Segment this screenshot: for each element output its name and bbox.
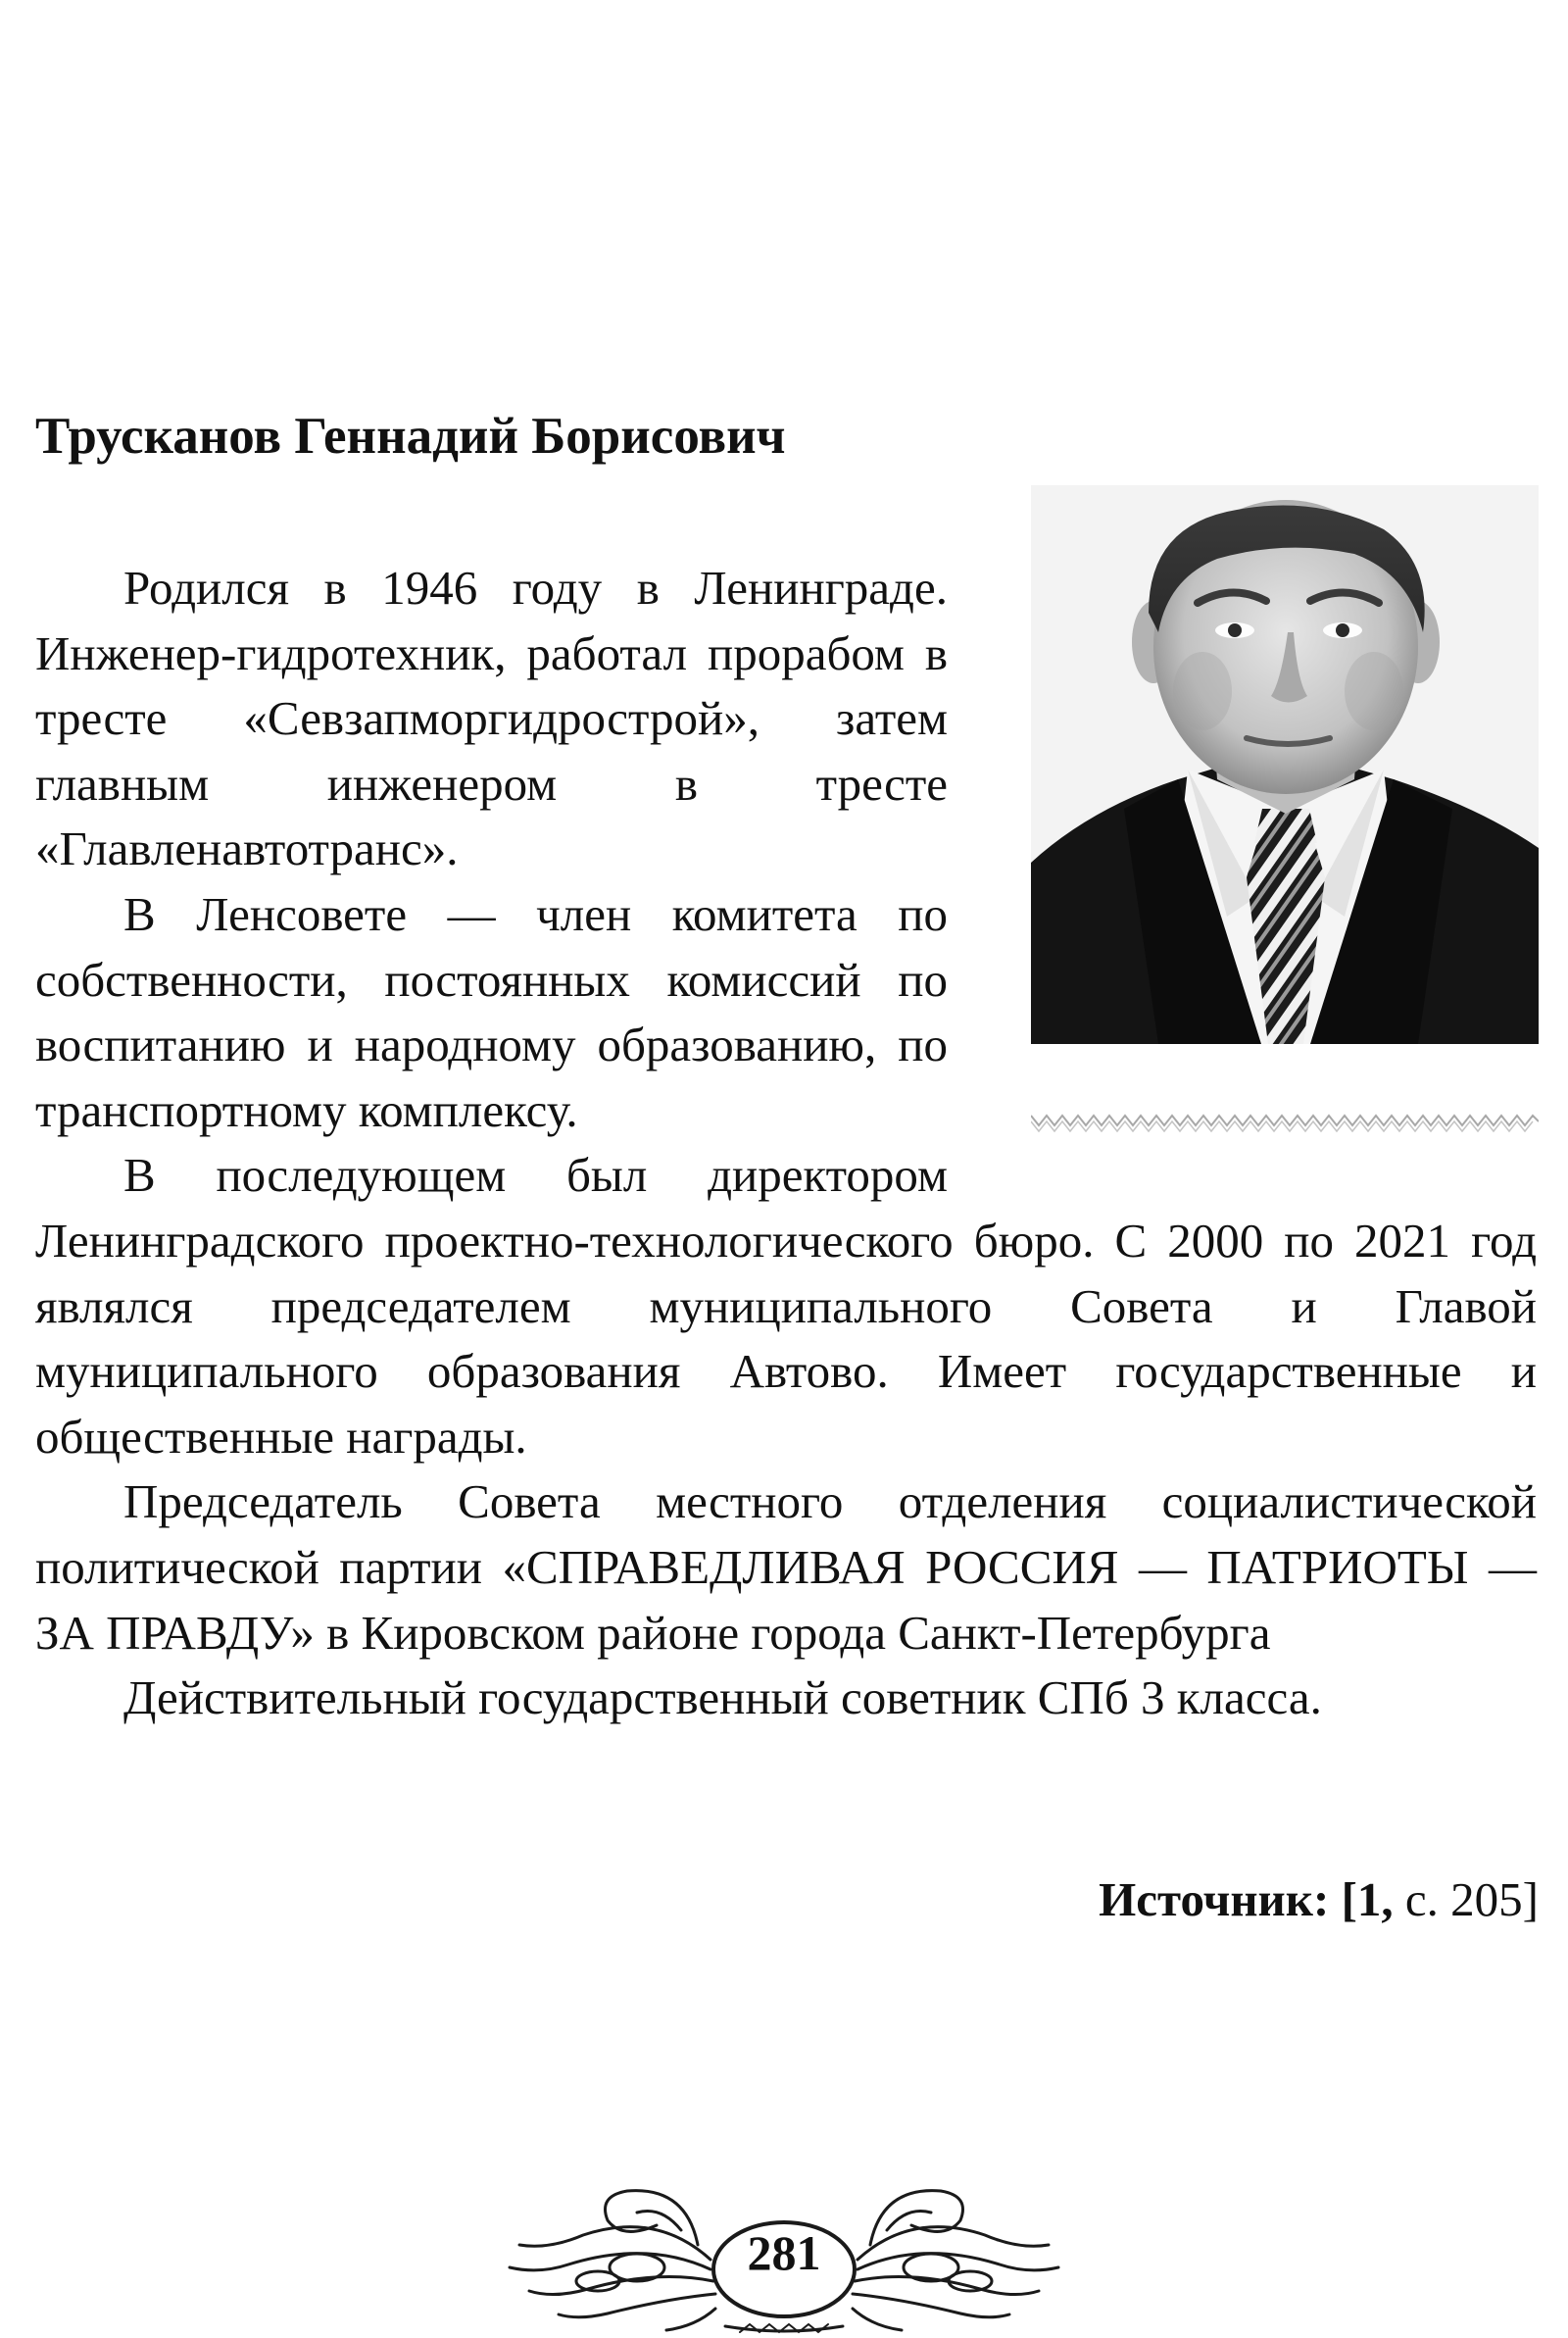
photo-space xyxy=(993,556,1537,1201)
paragraph-party: Председатель Совета местного отделения социалистической политической партии «СПРАВЕДЛИВАЯ РОССИЯ — ПАТРИОТЫ — ЗА ПРАВДУ» в Кировском районе города Санкт-Петербурга xyxy=(35,1474,1537,1660)
source-ref: [1, xyxy=(1341,1872,1394,1926)
page-number: 281 xyxy=(747,2225,821,2280)
person-name-title: Трусканов Геннадий Борисович xyxy=(35,408,786,465)
paragraph-rank: Действительный государственный советник СПб 3 класса. xyxy=(123,1670,1322,1725)
biography-text xyxy=(35,556,1537,1731)
paragraph-birth: Родился в 1946 году в Ленинграде. Инженер-гидротехник, работал прорабом в тресте «Севзапморгидрострой», затем главным инженером в тресте «Главленавтотранс». xyxy=(35,561,948,876)
source-label: Источник: xyxy=(1099,1872,1330,1926)
source-citation xyxy=(1099,1867,1539,1932)
source-page: с. 205] xyxy=(1404,1872,1539,1926)
paragraph-career: В последующем был директором Ленинградского проектно-технологического бюро. С 2000 по 2021 год являлся председателем муниципального Совета и Главой муниципального образования Автово. Имеет государственные и общественные награды. xyxy=(35,1148,1537,1464)
paragraph-lensovet: В Ленсовете — член комитета по собственности, постоянных комиссий по воспитанию и народному образованию, по транспортному комплексу. xyxy=(35,886,948,1137)
